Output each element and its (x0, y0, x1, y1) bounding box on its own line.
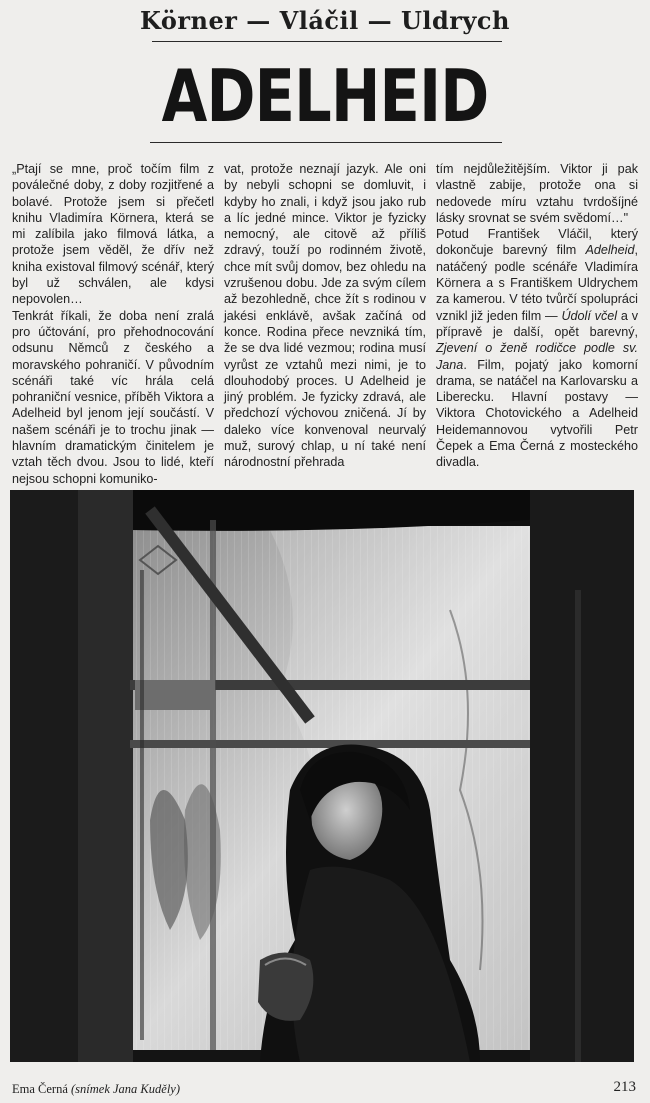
authors-heading: Körner — Vláčil — Uldrych (140, 6, 510, 35)
film-still-illustration (10, 490, 634, 1062)
article-column-3 (436, 161, 638, 483)
article-column-1 (12, 161, 214, 486)
top-rule (152, 41, 502, 42)
film-name: Zjevení o ženě rodičce podle sv. Jana (436, 341, 638, 372)
photo-credit: (snímek Jana Kuděly) (71, 1082, 181, 1096)
photo-caption (12, 1082, 180, 1097)
film-still-photo (10, 490, 634, 1062)
article-column-2 (224, 161, 426, 483)
caption-name: Ema Černá (12, 1082, 68, 1096)
film-title: ADELHEID (161, 54, 489, 138)
article-paragraph: Potud František Vláčil, který dokončuje barevný film Adelheid, natáčený podle scénáře Vladimíra Körnera a s Františkem Uldrychem za kamerou. V této tvůrčí spolupráci vznikl již jeden film — Údolí včel a v přípravě je další, opět barevný, Zjevení o ženě rodičce podle sv. Jana. Film, pojatý jako komorní drama, se natáčel na Karlovarsku a Liberecku. Hlavní postavy — Viktora Chotovického a Adelheid Heidemannovou vytvořili Petr Čepek a Ema Černá z mosteckého divadla. (436, 227, 638, 470)
article-paragraph: vat, protože neznají jazyk. Ale oni by nebyli schopni se domluvit, i kdyby ho znali, i když jsou jako rub a líc jedné mince. Viktor je fyzicky nemocný, ale citově až příliš zdravý, touží po rodinném životě, chce mít svůj domov, bez ohledu na vzrušenou dobu. Jde za svým cílem až bezohledně, chce žít s rodinou v jakési enklávě, avšak začíná od konce. Rodina přece nevzniká tím, že se dva lidé vezmou; rodina musí vyrůst ze vztahů mezi nimi, je to dlouhodobý proces. U Adelheid je jiný problém. Je fyzicky zdravá, ale předchozí výchovou zničená. Jí by daleko více konvenoval neurvalý muž, surový chlap, u ní také není národnostní přehrada (224, 162, 426, 470)
article-body (12, 161, 638, 486)
page-number: 213 (613, 1079, 636, 1095)
article-paragraph: Tenkrát říkali, že doba není zralá pro účtování, pro přehodnocování odsunu Němců z českého a moravského pohraničí. V původním scénáři také víc hrála celá pohraniční vesnice, příběh Viktora a Adelheid byl jenom její součástí. V našem scénáři je to trochu jinak — hlavním dramatickým činitelem je vztah těch dvou. Jsou to lidé, kteří nejsou schopni komuniko- (12, 308, 214, 486)
film-name: Údolí včel (561, 308, 618, 323)
bottom-rule (150, 142, 502, 143)
film-name: Adelheid (585, 243, 635, 258)
article-paragraph: tím nejdůležitějším. Viktor ji pak vlastně zabije, protože ona si nedovede míru vztahu tvrdošíjné lásky srovnat se svém svědomí…" (436, 162, 638, 225)
article-paragraph: „Ptají se mne, proč točím film z poválečné doby, z doby rozjitřené a bolavé. Protože jsem si přečetl knihu Vladimíra Körnera, která se mi zalíbila jako filmová látka, a protože jsem věděl, že dřív než kniha existoval filmový scénář, který byl už schválen, ale kdysi nepovolen… (12, 162, 214, 307)
